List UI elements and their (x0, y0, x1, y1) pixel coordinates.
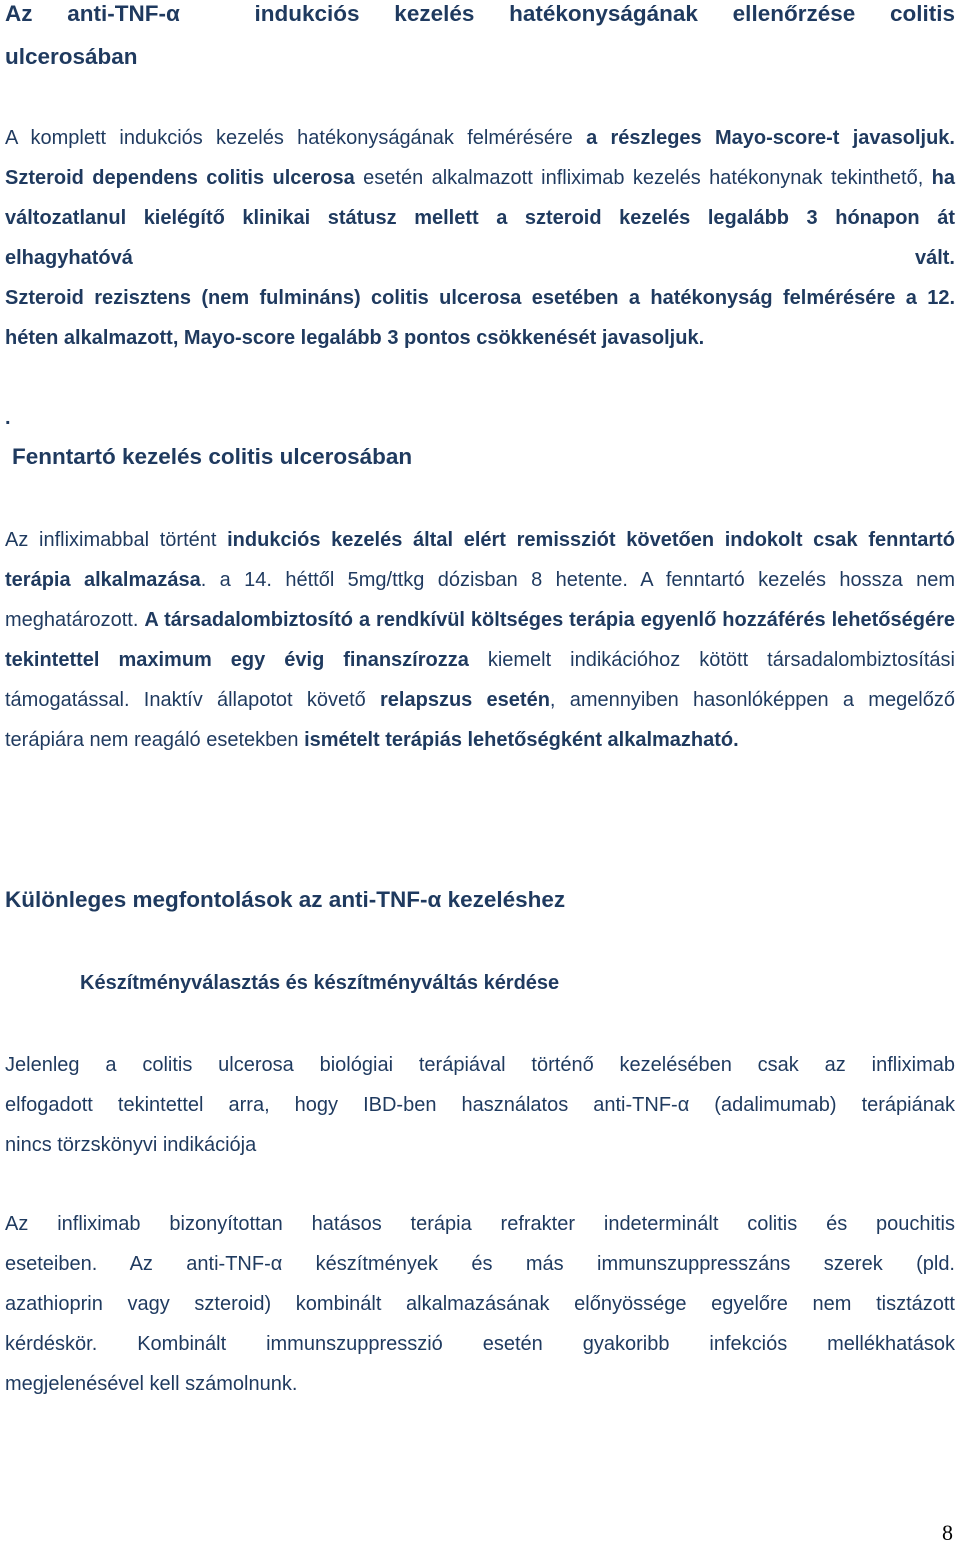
p4-line-2: elfogadott tekintettel arra, hogy IBD-ben használatos anti-TNF-α (adalimumab) terápiának (5, 1094, 955, 1116)
p5-line-2: eseteiben. Az anti-TNF-α készítmények és más immunszuppresszáns szerek (pld. (5, 1253, 955, 1275)
p1-segment-5: esetén alkalmazott infliximab kezelés hatékonynak tekinthető, (354, 167, 932, 189)
p3-segment-8: ismételt terápiás lehetőségként alkalmazható. (304, 729, 739, 751)
p1-segment-1: A komplett indukciós kezelés hatékonyságának felmérésére (5, 127, 587, 149)
p1-segment-2: a részleges Mayo-score-t javasoljuk. (586, 127, 955, 149)
title-line-2: ulcerosában (5, 44, 138, 69)
paragraph-maintenance-therapy (5, 520, 955, 760)
stray-dot: . (5, 407, 11, 429)
p1-segment-4: Szteroid dependens colitis ulcerosa (5, 167, 355, 189)
p3-segment-3: . a 14. héttől 5mg/ttkg dózisban 8 hetente. A fenntartó kezelés hossza nem meghatározott. (5, 569, 956, 631)
subheading-product-selection: Készítményválasztás és készítményváltás kérdése (80, 972, 560, 994)
p3-segment-2: indukciós kezelés által elért remissziót követően indokolt csak fenntartó terápia alkalmazása (5, 529, 955, 591)
p4-line-1: Jelenleg a colitis ulcerosa biológiai terápiával történő kezelésében csak az infliximab (5, 1054, 955, 1076)
p3-segment-6: relapszus esetén (380, 689, 550, 711)
p3-segment-7: , amennyiben hasonlóképpen a megelőző terápiára nem reagáló esetekben (5, 689, 955, 751)
title-line-1b: indukciós kezelés hatékonyságának ellenőrzése colitis (254, 1, 955, 26)
p5-line-3: azathioprin vagy szteroid) kombinált alkalmazásának előnyössége egyelőre nem tisztázott (5, 1293, 955, 1315)
p5-line-4: kérdéskör. Kombinált immunszuppresszió esetén gyakoribb infekciós mellékhatások (5, 1333, 955, 1355)
p5-line-1: Az infliximab bizonyítottan hatásos terápia refrakter indeterminált colitis és pouchitis (5, 1213, 955, 1235)
p1-segment-6: ha változatlanul kielégítő klinikai státusz mellett a szteroid kezelés legalább 3 hónapon át elhagyhatóvá vált. (5, 167, 955, 269)
paragraph-induction-assessment (5, 118, 955, 278)
paragraph-steroid-resistant: Szteroid rezisztens (nem fulmináns) colitis ulcerosa esetében a hatékonyság felmérésére a 12. héten alkalmazott, Mayo-score legalább 3 pontos csökkenését javasoljuk. (5, 287, 955, 349)
heading-maintenance-therapy: Fenntartó kezelés colitis ulcerosában (12, 444, 413, 469)
p3-segment-5: kiemelt indikációhoz kötött társadalombiztosítási támogatással. Inaktív állapotot követő (5, 649, 955, 711)
heading-special-considerations: Különleges megfontolások az anti-TNF-α kezeléshez (5, 887, 566, 912)
paragraph-current-indication (5, 1045, 955, 1165)
title-line-1a: Az anti-TNF-α (5, 1, 180, 26)
p4-line-3: nincs törzskönyvi indikációja (5, 1134, 257, 1156)
document-title (5, 0, 955, 35)
p5-line-5: megjelenésével kell számolnunk. (5, 1373, 298, 1395)
page-number: 8 (942, 1520, 953, 1545)
paragraph-infliximab-efficacy (5, 1204, 955, 1404)
p3-segment-4: A társadalombiztosító a rendkívül költséges terápia egyenlő hozzáférés lehetőségére tekintettel maximum egy évig finanszírozza (5, 609, 956, 671)
p3-segment-1: Az infliximabbal történt (5, 529, 228, 551)
